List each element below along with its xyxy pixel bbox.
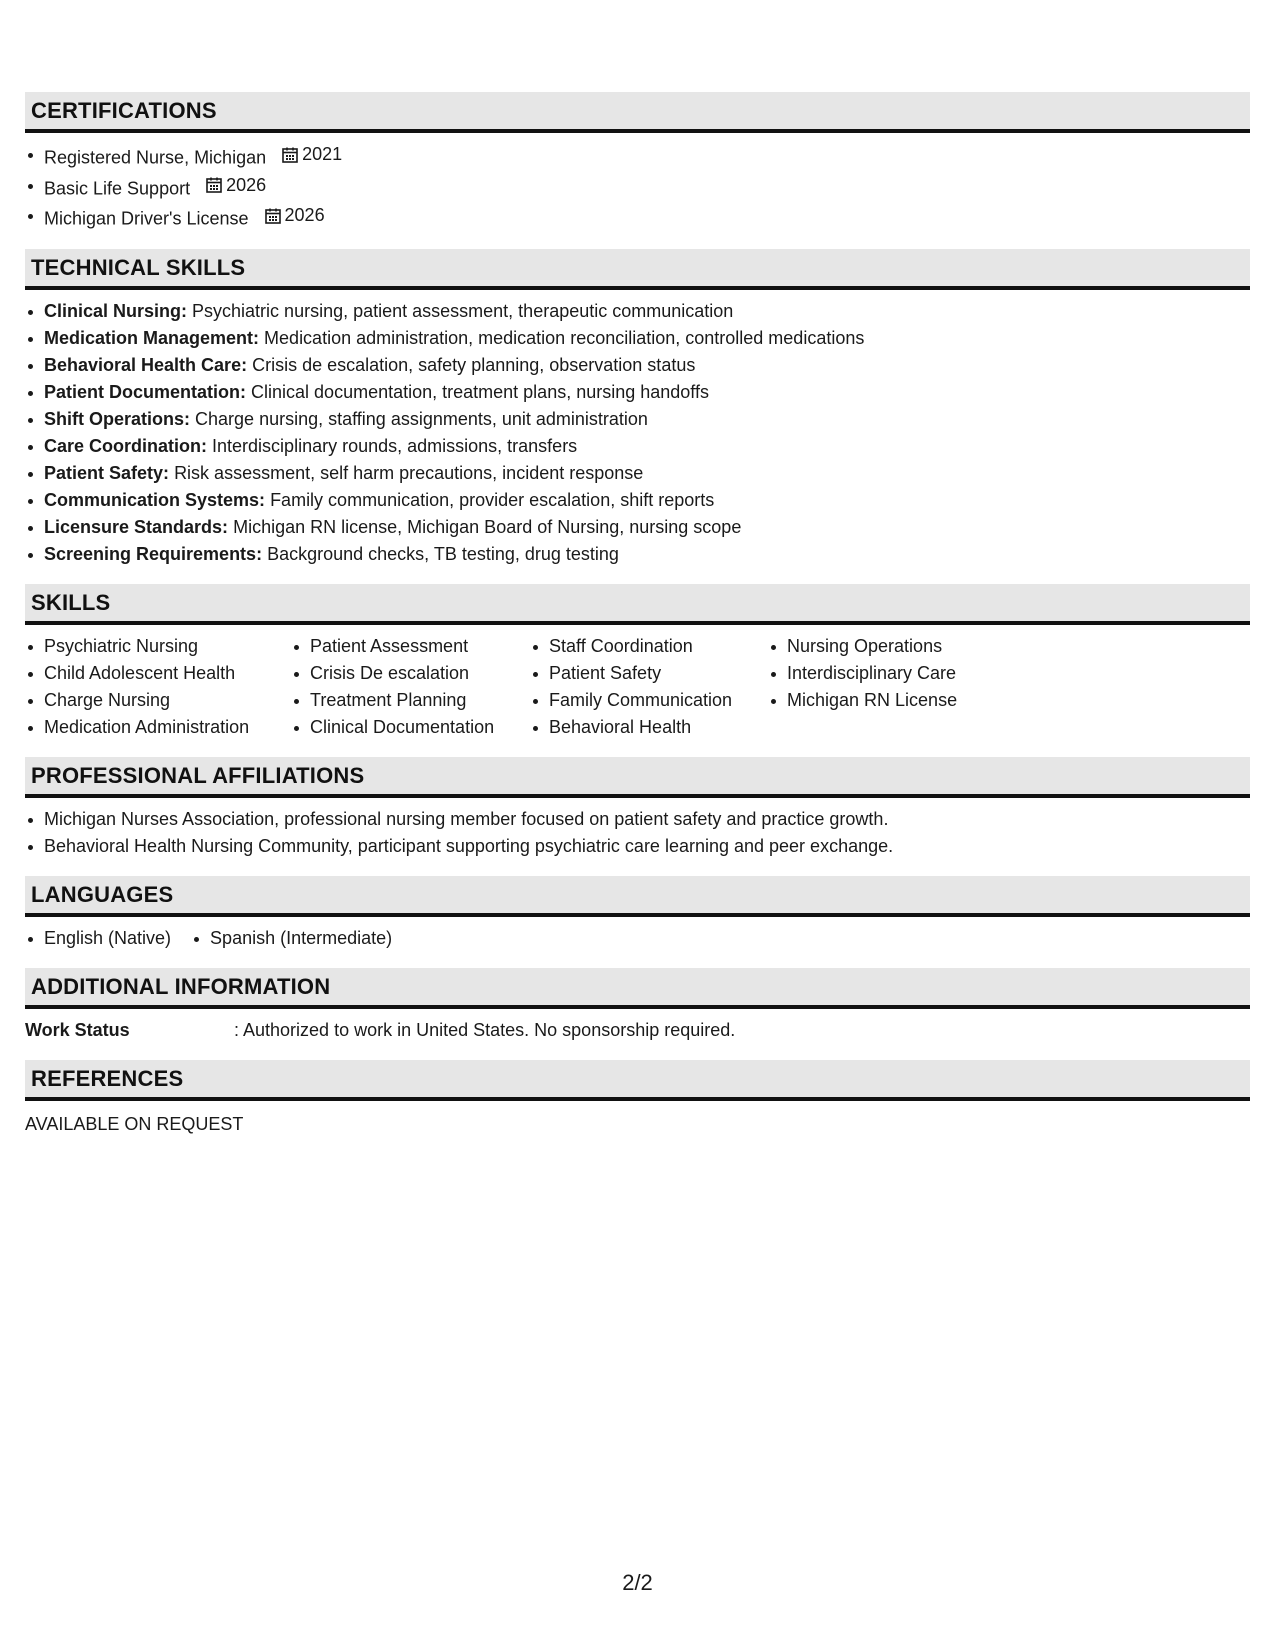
affiliations-heading-bar xyxy=(25,757,1250,798)
technical-skill-item xyxy=(25,406,1250,433)
affiliations-section xyxy=(25,757,1250,860)
technical-skill-name: Patient Documentation: xyxy=(44,381,247,402)
certification-date xyxy=(281,141,342,168)
resume-content xyxy=(25,92,1250,1154)
technical-skill-name: Behavioral Health Care: xyxy=(44,354,248,375)
additional-info-section xyxy=(25,968,1250,1044)
technical-skill-item xyxy=(25,514,1250,541)
technical-skill-item xyxy=(25,460,1250,487)
skill-item: Interdisciplinary Care xyxy=(768,660,1008,687)
technical-skill-item xyxy=(25,298,1250,325)
additional-info-heading: ADDITIONAL INFORMATION xyxy=(31,973,331,999)
page-number: 2/2 xyxy=(622,1570,653,1595)
technical-skills-section xyxy=(25,249,1250,568)
skills-grid xyxy=(25,633,1250,741)
calendar-icon xyxy=(264,207,282,225)
technical-skill-name: Licensure Standards: xyxy=(44,516,229,537)
certification-year: 2026 xyxy=(284,205,325,225)
work-status-label: Work Status xyxy=(25,1019,130,1040)
skills-column xyxy=(768,633,1008,741)
certification-date xyxy=(264,202,325,229)
certification-name: Registered Nurse, Michigan xyxy=(44,147,267,168)
skills-heading-bar xyxy=(25,584,1250,625)
technical-skill-name: Shift Operations: xyxy=(44,408,191,429)
skill-item: Clinical Documentation xyxy=(291,714,530,741)
technical-skill-detail: Background checks, TB testing, drug testing xyxy=(267,543,619,564)
technical-skill-item xyxy=(25,433,1250,460)
technical-skill-detail: Charge nursing, staffing assignments, unit administration xyxy=(195,408,648,429)
certification-item xyxy=(25,141,1250,172)
languages-heading: LANGUAGES xyxy=(31,881,174,907)
technical-skill-item xyxy=(25,352,1250,379)
affiliation-item: Behavioral Health Nursing Community, participant supporting psychiatric care learning and peer exchange. xyxy=(25,833,1250,860)
references-heading: REFERENCES xyxy=(31,1065,184,1091)
affiliations-heading: PROFESSIONAL AFFILIATIONS xyxy=(31,762,365,788)
technical-skill-item xyxy=(25,325,1250,352)
technical-skill-name: Screening Requirements: xyxy=(44,543,263,564)
certifications-heading-bar xyxy=(25,92,1250,133)
skills-heading: SKILLS xyxy=(31,589,111,615)
technical-skill-name: Medication Management: xyxy=(44,327,260,348)
certification-year: 2021 xyxy=(302,144,343,164)
additional-info-heading-bar xyxy=(25,968,1250,1009)
skill-item: Michigan RN License xyxy=(768,687,1008,714)
skill-item: Patient Assessment xyxy=(291,633,530,660)
references-section xyxy=(25,1060,1250,1138)
technical-skill-detail: Psychiatric nursing, patient assessment, therapeutic communication xyxy=(192,300,734,321)
affiliation-item: Michigan Nurses Association, professional nursing member focused on patient safety and practice growth. xyxy=(25,806,1250,833)
language-item: Spanish (Intermediate) xyxy=(191,925,392,952)
skill-item: Patient Safety xyxy=(530,660,768,687)
skill-item: Charge Nursing xyxy=(25,687,291,714)
languages-row xyxy=(25,925,1250,952)
references-text: AVAILABLE ON REQUEST xyxy=(25,1113,244,1134)
technical-skills-list xyxy=(25,298,1250,568)
technical-skill-detail: Family communication, provider escalation, shift reports xyxy=(270,489,715,510)
skill-item: Nursing Operations xyxy=(768,633,1008,660)
technical-skill-item xyxy=(25,379,1250,406)
certification-name: Basic Life Support xyxy=(44,178,191,198)
technical-skill-detail: Clinical documentation, treatment plans, nursing handoffs xyxy=(251,381,709,402)
technical-skill-detail: Interdisciplinary rounds, admissions, transfers xyxy=(212,435,578,456)
work-status-value: : Authorized to work in United States. No sponsorship required. xyxy=(234,1019,736,1040)
certification-item xyxy=(25,202,1250,233)
technical-skill-detail: Crisis de escalation, safety planning, observation status xyxy=(252,354,696,375)
work-status-row xyxy=(25,1017,1250,1044)
technical-skill-detail: Michigan RN license, Michigan Board of Nursing, nursing scope xyxy=(233,516,742,537)
skill-item: Crisis De escalation xyxy=(291,660,530,687)
skill-item: Family Communication xyxy=(530,687,768,714)
technical-skill-name: Clinical Nursing: xyxy=(44,300,188,321)
skills-column xyxy=(291,633,530,741)
affiliations-list xyxy=(25,806,1250,860)
references-heading-bar xyxy=(25,1060,1250,1101)
technical-skill-detail: Medication administration, medication reconciliation, controlled medications xyxy=(264,327,865,348)
technical-skill-item xyxy=(25,487,1250,514)
technical-skill-name: Patient Safety: xyxy=(44,462,170,483)
skills-column xyxy=(25,633,291,741)
calendar-icon xyxy=(205,176,223,194)
certification-year: 2026 xyxy=(226,174,267,195)
skill-item: Psychiatric Nursing xyxy=(25,633,291,660)
calendar-icon xyxy=(281,146,299,164)
certification-item xyxy=(25,172,1250,203)
languages-section xyxy=(25,876,1250,952)
skill-item: Treatment Planning xyxy=(291,687,530,714)
skill-item: Medication Administration xyxy=(25,714,291,741)
languages-heading-bar xyxy=(25,876,1250,917)
skill-item: Staff Coordination xyxy=(530,633,768,660)
certification-name: Michigan Driver's License xyxy=(44,208,249,229)
technical-skill-name: Care Coordination: xyxy=(44,435,208,456)
technical-skills-heading-bar xyxy=(25,249,1250,290)
technical-skills-heading: TECHNICAL SKILLS xyxy=(31,254,246,280)
technical-skill-item xyxy=(25,541,1250,568)
language-item: English (Native) xyxy=(25,925,171,952)
certifications-section xyxy=(25,92,1250,233)
technical-skill-name: Communication Systems: xyxy=(44,489,266,510)
languages-list xyxy=(25,925,412,952)
certifications-list xyxy=(25,141,1250,233)
skill-item: Behavioral Health xyxy=(530,714,768,741)
certifications-heading: CERTIFICATIONS xyxy=(31,98,217,123)
technical-skill-detail: Risk assessment, self harm precautions, incident response xyxy=(174,462,644,483)
skills-column xyxy=(530,633,768,741)
certification-date xyxy=(205,172,266,199)
skill-item: Child Adolescent Health xyxy=(25,660,291,687)
skills-section xyxy=(25,584,1250,741)
